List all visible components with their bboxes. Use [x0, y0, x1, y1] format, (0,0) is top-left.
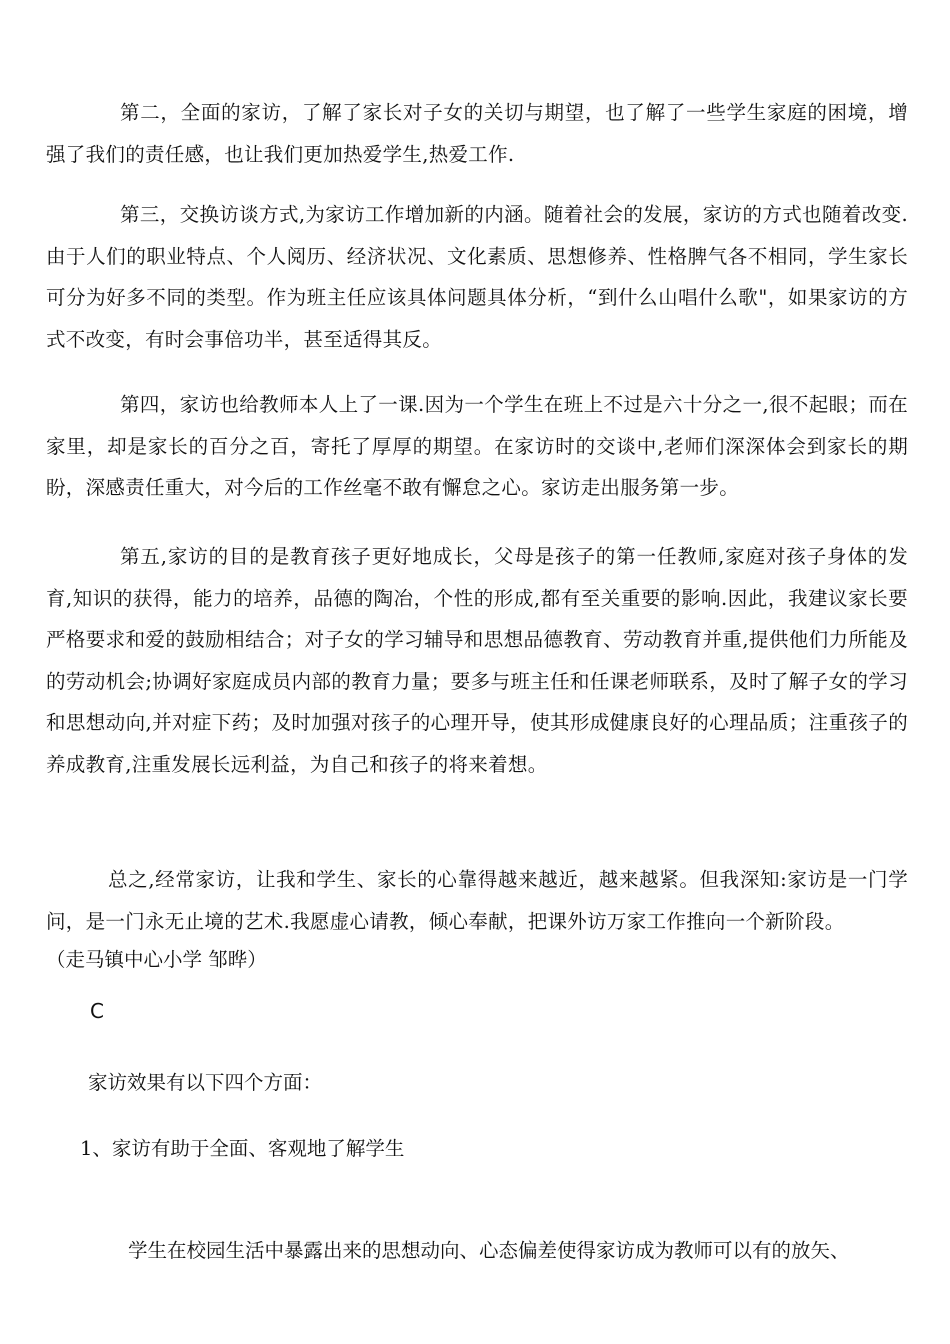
- paragraph-third-point: 第三，交换访谈方式,为家访工作增加新的内涵。随着社会的发展，家访的方式也随着改变.由于人们的职业特点、个人阅历、经济状况、文化素质、思想修养、性格脾气各不相同，学生家长可分为好多不同的类型。作为班主任应该具体问题具体分析，“到什么山唱什么歌"，如果家访的方式不改变，有时会事倍功半，甚至适得其反。: [46, 203, 908, 351]
- paragraph-fourth-point: 第四，家访也给教师本人上了一课.因为一个学生在班上不过是六十分之一,很不起眼；而在家里，却是家长的百分之百，寄托了厚厚的期望。在家访时的交谈中,老师们深深体会到家长的期盼，深感责任重大，对今后的工作丝毫不敢有懈怠之心。家访走出服务第一步。: [46, 393, 908, 499]
- section-intro: 家访效果有以下四个方面：: [88, 1071, 323, 1094]
- paragraph-second-point: 第二，全面的家访，了解了家长对子女的关切与期望，也了解了一些学生家庭的困境，增强了我们的责任感，也让我们更加热爱学生,热爱工作.: [46, 101, 908, 166]
- paragraph-conclusion: 总之,经常家访，让我和学生、家长的心靠得越来越近，越来越紧。但我深知:家访是一门学问，是一门永无止境的艺术.我愿虚心请教，倾心奉献，把课外访万家工作推向一个新阶段。: [46, 868, 908, 933]
- author-signature: （走马镇中心小学 邹晔）: [46, 948, 267, 971]
- paragraph-fifth-point: 第五,家访的目的是教育孩子更好地成长，父母是孩子的第一任教师,家庭对孩子身体的发育,知识的获得，能力的培养，品德的陶冶，个性的形成,都有至关重要的影响.因此，我建议家长要严格要求和爱的鼓励相结合；对子女的学习辅导和思想品德教育、劳动教育并重,提供他们力所能及的劳动机会;协调好家庭成员内部的教育力量；要多与班主任和任课老师联系，及时了解子女的学习和思想动向,并对症下药；及时加强对孩子的心理开导，使其形成健康良好的心理品质；注重孩子的养成教育,注重发展长远利益，为自己和孩子的将来着想。: [46, 545, 908, 776]
- list-item-heading: 1、家访有助于全面、客观地了解学生: [80, 1137, 405, 1160]
- paragraph-body-start: 学生在校园生活中暴露出来的思想动向、心态偏差使得家访成为教师可以有的放矢、: [128, 1239, 850, 1262]
- section-letter: C: [90, 999, 104, 1023]
